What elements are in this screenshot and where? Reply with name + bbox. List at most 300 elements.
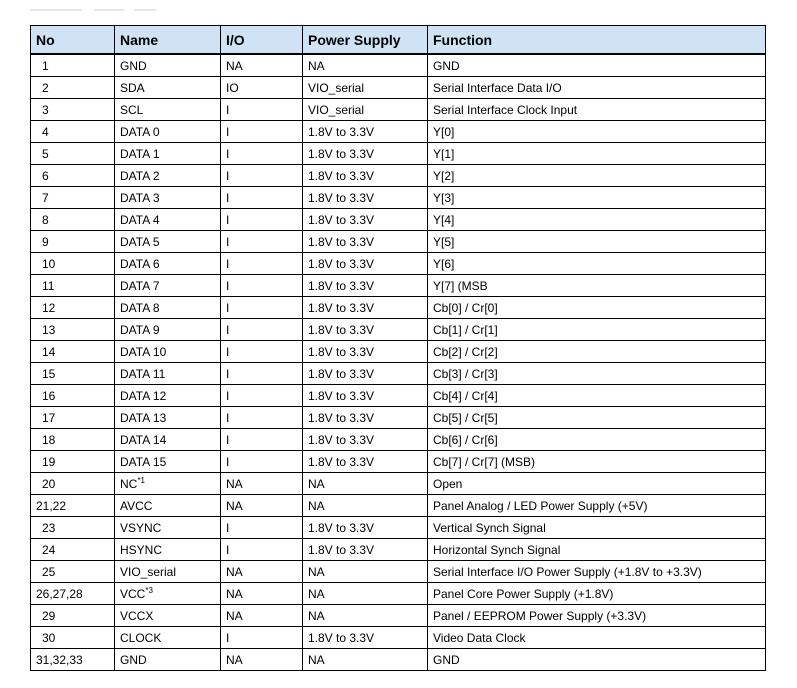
pin-power-cell xyxy=(303,363,428,385)
pin-io-cell-text: NA xyxy=(226,58,243,73)
pin-io-cell-text: NA xyxy=(226,476,243,491)
pin-io-cell xyxy=(221,451,303,473)
pin-number-cell xyxy=(31,253,115,275)
pin-function-cell xyxy=(428,627,766,649)
pin-name-cell-text: DATA 11 xyxy=(120,366,166,381)
pin-number-cell-text: 21,22 xyxy=(36,498,67,513)
table-row xyxy=(31,341,766,363)
pin-power-cell xyxy=(303,649,428,671)
pin-power-cell xyxy=(303,605,428,627)
pin-name-cell-text: DATA 0 xyxy=(120,124,160,139)
pin-io-cell-text: I xyxy=(226,410,230,425)
pin-power-cell xyxy=(303,297,428,319)
pin-name-cell xyxy=(115,561,221,583)
pin-name-cell xyxy=(115,187,221,209)
pin-number-cell-text: 9 xyxy=(42,234,49,249)
pin-power-cell-text: 1.8V to 3.3V xyxy=(308,366,375,381)
pin-power-cell-text: 1.8V to 3.3V xyxy=(308,234,375,249)
pin-power-cell xyxy=(303,561,428,583)
pin-function-cell-text: Cb[0] / Cr[0] xyxy=(433,300,498,315)
pin-io-cell-text: I xyxy=(226,234,230,249)
table-row xyxy=(31,385,766,407)
pin-function-cell-text: Y[2] xyxy=(433,168,455,183)
pin-io-cell xyxy=(221,275,303,297)
pin-io-cell-text: NA xyxy=(226,586,243,601)
pin-io-cell xyxy=(221,495,303,517)
pin-power-cell xyxy=(303,341,428,363)
pin-name-cell-text: DATA 10 xyxy=(120,344,167,359)
table-row xyxy=(31,627,766,649)
table-row xyxy=(31,121,766,143)
pin-io-cell-text: I xyxy=(226,124,230,139)
pin-name-cell-text: DATA 9 xyxy=(120,322,160,337)
pin-power-cell-text: NA xyxy=(308,608,325,623)
pin-function-cell-text: Y[3] xyxy=(433,190,455,205)
pin-io-cell-text: I xyxy=(226,256,230,271)
pin-name-cell-text: DATA 15 xyxy=(120,454,167,469)
top-decoration xyxy=(30,6,160,14)
pin-function-cell-text: Panel Core Power Supply (+1.8V) xyxy=(433,586,614,601)
pin-name-cell xyxy=(115,495,221,517)
pin-power-cell xyxy=(303,121,428,143)
pin-name-cell xyxy=(115,77,221,99)
pin-power-cell xyxy=(303,253,428,275)
pin-function-cell xyxy=(428,583,766,605)
pin-number-cell-text: 30 xyxy=(42,630,56,645)
pin-power-cell xyxy=(303,275,428,297)
pin-name-cell-text: VIO_serial xyxy=(120,564,177,579)
pin-name-cell xyxy=(115,319,221,341)
pin-name-cell xyxy=(115,627,221,649)
pin-io-cell xyxy=(221,143,303,165)
pin-power-cell-text: 1.8V to 3.3V xyxy=(308,410,375,425)
pin-io-cell xyxy=(221,605,303,627)
pin-power-cell-text: 1.8V to 3.3V xyxy=(308,432,375,447)
header-function: Function xyxy=(428,26,766,55)
pin-function-cell xyxy=(428,341,766,363)
pin-io-cell xyxy=(221,54,303,77)
pin-name-cell-text: DATA 2 xyxy=(120,168,160,183)
pin-function-cell xyxy=(428,54,766,77)
pin-function-cell-text: Cb[7] / Cr[7] (MSB) xyxy=(433,454,536,469)
pin-function-cell-text: Cb[6] / Cr[6] xyxy=(433,432,498,447)
pin-number-cell-text: 1 xyxy=(42,58,49,73)
pin-function-cell xyxy=(428,363,766,385)
pin-power-cell-text: NA xyxy=(308,498,325,513)
pin-number-cell xyxy=(31,517,115,539)
pin-power-cell xyxy=(303,385,428,407)
pin-name-cell xyxy=(115,99,221,121)
pin-io-cell xyxy=(221,407,303,429)
pin-power-cell-text: NA xyxy=(308,652,325,667)
pin-function-cell-text: Cb[5] / Cr[5] xyxy=(433,410,498,425)
pin-number-cell-text: 25 xyxy=(42,564,56,579)
pin-function-cell-text: Y[0] xyxy=(433,124,455,139)
table-row xyxy=(31,473,766,495)
pin-power-cell-text: 1.8V to 3.3V xyxy=(308,212,375,227)
pin-function-cell xyxy=(428,407,766,429)
pin-name-cell-text: CLOCK xyxy=(120,630,162,645)
pin-power-cell-text: NA xyxy=(308,586,325,601)
pin-io-cell xyxy=(221,121,303,143)
pin-name-cell-text: AVCC xyxy=(120,498,153,513)
pin-number-cell xyxy=(31,121,115,143)
pin-number-cell xyxy=(31,99,115,121)
pin-power-cell-text: NA xyxy=(308,564,325,579)
pin-name-cell xyxy=(115,473,221,495)
pin-name-cell xyxy=(115,605,221,627)
table-row xyxy=(31,209,766,231)
pin-name-cell xyxy=(115,54,221,77)
pin-name-cell xyxy=(115,539,221,561)
pin-name-cell-text: VCCX xyxy=(120,608,154,623)
pin-power-cell xyxy=(303,627,428,649)
pin-name-cell-text: DATA 6 xyxy=(120,256,160,271)
pin-io-cell-text: I xyxy=(226,322,230,337)
pin-function-cell-text: GND xyxy=(433,652,460,667)
pin-function-cell xyxy=(428,517,766,539)
pin-function-cell-text: Open xyxy=(433,476,463,491)
pin-name-cell-text: SCL xyxy=(120,102,144,117)
pin-power-cell xyxy=(303,517,428,539)
pin-number-cell-text: 24 xyxy=(42,542,56,557)
pin-name-cell xyxy=(115,231,221,253)
header-io: I/O xyxy=(221,26,303,55)
pin-function-cell xyxy=(428,253,766,275)
pin-function-cell-text: Cb[1] / Cr[1] xyxy=(433,322,498,337)
pin-function-cell-text: GND xyxy=(433,58,460,73)
pin-name-cell-text: DATA 12 xyxy=(120,388,167,403)
pin-function-cell xyxy=(428,187,766,209)
pin-power-cell xyxy=(303,583,428,605)
pin-io-cell-text: I xyxy=(226,366,230,381)
table-row xyxy=(31,165,766,187)
pin-io-cell-text: I xyxy=(226,630,230,645)
pin-io-cell-text: I xyxy=(226,278,230,293)
pin-io-cell xyxy=(221,319,303,341)
pin-power-cell xyxy=(303,231,428,253)
pin-name-cell-text: DATA 14 xyxy=(120,432,167,447)
pin-function-cell xyxy=(428,429,766,451)
pin-function-cell-text: Vertical Synch Signal xyxy=(433,520,546,535)
header-name: Name xyxy=(115,26,221,55)
pin-name-cell xyxy=(115,517,221,539)
pin-name-cell xyxy=(115,297,221,319)
pin-function-cell xyxy=(428,297,766,319)
pin-name-cell-text: DATA 7 xyxy=(120,278,160,293)
table-row xyxy=(31,517,766,539)
pin-function-cell-text: Serial Interface I/O Power Supply (+1.8V to +3.3V) xyxy=(433,564,702,579)
footnote-marker: *1 xyxy=(137,475,145,485)
table-row xyxy=(31,297,766,319)
pin-power-cell xyxy=(303,143,428,165)
pin-number-cell xyxy=(31,561,115,583)
pin-power-cell-text: 1.8V to 3.3V xyxy=(308,542,375,557)
pin-number-cell-text: 19 xyxy=(42,454,56,469)
pin-number-cell-text: 29 xyxy=(42,608,56,623)
pin-io-cell-text: I xyxy=(226,542,230,557)
pin-io-cell-text: NA xyxy=(226,564,243,579)
table-row xyxy=(31,407,766,429)
pin-function-cell-text: Y[7] (MSB xyxy=(433,278,488,293)
pin-power-cell-text: 1.8V to 3.3V xyxy=(308,454,375,469)
pin-function-cell-text: Panel Analog / LED Power Supply (+5V) xyxy=(433,498,648,513)
pin-function-cell xyxy=(428,231,766,253)
pin-io-cell xyxy=(221,341,303,363)
pin-function-cell xyxy=(428,605,766,627)
table-row xyxy=(31,319,766,341)
pin-power-cell xyxy=(303,473,428,495)
pin-function-cell-text: Y[4] xyxy=(433,212,455,227)
pin-name-cell-text: GND xyxy=(120,58,147,73)
pin-function-cell xyxy=(428,99,766,121)
pin-power-cell-text: 1.8V to 3.3V xyxy=(308,256,375,271)
pin-power-cell xyxy=(303,187,428,209)
pin-name-cell-text: NC xyxy=(120,476,138,491)
pin-io-cell-text: NA xyxy=(226,652,243,667)
pin-io-cell xyxy=(221,297,303,319)
pin-number-cell-text: 5 xyxy=(42,146,49,161)
pin-power-cell-text: 1.8V to 3.3V xyxy=(308,146,375,161)
pin-function-cell xyxy=(428,143,766,165)
pin-name-cell xyxy=(115,583,221,605)
pin-name-cell-text: DATA 1 xyxy=(120,146,160,161)
pin-function-cell xyxy=(428,165,766,187)
pin-number-cell-text: 10 xyxy=(42,256,56,271)
pin-function-cell xyxy=(428,319,766,341)
pin-function-cell-text: Serial Interface Data I/O xyxy=(433,80,562,95)
pin-number-cell xyxy=(31,407,115,429)
pin-name-cell xyxy=(115,275,221,297)
pin-power-cell-text: 1.8V to 3.3V xyxy=(308,344,375,359)
pin-io-cell-text: I xyxy=(226,454,230,469)
pin-function-cell-text: Cb[2] / Cr[2] xyxy=(433,344,498,359)
pin-number-cell xyxy=(31,539,115,561)
pin-number-cell xyxy=(31,385,115,407)
pin-io-cell xyxy=(221,99,303,121)
pin-power-cell xyxy=(303,99,428,121)
pin-number-cell-text: 7 xyxy=(42,190,49,205)
pin-number-cell xyxy=(31,275,115,297)
pin-name-cell xyxy=(115,385,221,407)
pin-power-cell-text: 1.8V to 3.3V xyxy=(308,388,375,403)
table-row xyxy=(31,253,766,275)
pin-power-cell xyxy=(303,429,428,451)
pin-name-cell xyxy=(115,253,221,275)
pin-number-cell-text: 14 xyxy=(42,344,56,359)
pin-name-cell-text: DATA 4 xyxy=(120,212,160,227)
pin-function-cell-text: Horizontal Synch Signal xyxy=(433,542,561,557)
pin-name-cell-text: DATA 5 xyxy=(120,234,160,249)
pin-number-cell-text: 11 xyxy=(42,278,55,293)
pin-number-cell xyxy=(31,495,115,517)
pin-io-cell-text: I xyxy=(226,168,230,183)
pin-io-cell-text: I xyxy=(226,300,230,315)
pin-power-cell-text: VIO_serial xyxy=(308,102,365,117)
pin-io-cell-text: I xyxy=(226,520,230,535)
pin-number-cell-text: 31,32,33 xyxy=(36,652,83,667)
table-row xyxy=(31,561,766,583)
pin-function-cell-text: Y[6] xyxy=(433,256,455,271)
pin-io-cell xyxy=(221,231,303,253)
pin-number-cell-text: 17 xyxy=(42,410,56,425)
pin-function-cell-text: Cb[4] / Cr[4] xyxy=(433,388,498,403)
pin-io-cell xyxy=(221,517,303,539)
pin-number-cell-text: 15 xyxy=(42,366,56,381)
pin-name-cell xyxy=(115,341,221,363)
table-row xyxy=(31,649,766,671)
pin-name-cell xyxy=(115,407,221,429)
pin-name-cell-text: HSYNC xyxy=(120,542,163,557)
pin-name-cell xyxy=(115,363,221,385)
pin-function-cell-text: Video Data Clock xyxy=(433,630,526,645)
pin-name-cell-text: DATA 3 xyxy=(120,190,160,205)
pin-assignment-table xyxy=(30,25,766,671)
pin-number-cell xyxy=(31,231,115,253)
pin-power-cell xyxy=(303,77,428,99)
pin-name-cell-text: VCC xyxy=(120,586,146,601)
pin-io-cell-text: I xyxy=(226,432,230,447)
pin-name-cell xyxy=(115,649,221,671)
pin-io-cell-text: I xyxy=(226,146,230,161)
pin-name-cell-text: GND xyxy=(120,652,147,667)
table-row xyxy=(31,54,766,77)
pin-power-cell-text: VIO_serial xyxy=(308,80,365,95)
pin-power-cell xyxy=(303,165,428,187)
pin-number-cell xyxy=(31,429,115,451)
pin-function-cell-text: Y[1] xyxy=(433,146,455,161)
pin-function-cell xyxy=(428,473,766,495)
pin-power-cell-text: NA xyxy=(308,476,325,491)
pin-io-cell-text: IO xyxy=(226,80,239,95)
pin-power-cell xyxy=(303,495,428,517)
pin-power-cell-text: 1.8V to 3.3V xyxy=(308,278,375,293)
pin-number-cell xyxy=(31,341,115,363)
pin-function-cell xyxy=(428,451,766,473)
header-row xyxy=(31,26,766,55)
pin-io-cell xyxy=(221,649,303,671)
pin-number-cell xyxy=(31,627,115,649)
pin-number-cell xyxy=(31,451,115,473)
pin-name-cell xyxy=(115,429,221,451)
pin-io-cell xyxy=(221,583,303,605)
pin-number-cell-text: 3 xyxy=(42,102,49,117)
table-row xyxy=(31,99,766,121)
pin-number-cell xyxy=(31,143,115,165)
pin-number-cell xyxy=(31,363,115,385)
pin-number-cell-text: 12 xyxy=(42,300,56,315)
pin-name-cell xyxy=(115,143,221,165)
table-row xyxy=(31,231,766,253)
pin-number-cell-text: 16 xyxy=(42,388,56,403)
pin-io-cell xyxy=(221,209,303,231)
pin-number-cell-text: 8 xyxy=(42,212,49,227)
pin-io-cell xyxy=(221,187,303,209)
pin-function-cell xyxy=(428,275,766,297)
pin-number-cell xyxy=(31,54,115,77)
footnote-marker: *3 xyxy=(145,585,153,595)
pin-function-cell xyxy=(428,209,766,231)
pin-number-cell-text: 20 xyxy=(42,476,56,491)
pin-number-cell xyxy=(31,209,115,231)
pin-power-cell-text: 1.8V to 3.3V xyxy=(308,630,375,645)
pin-number-cell xyxy=(31,473,115,495)
pin-power-cell xyxy=(303,407,428,429)
pin-function-cell-text: Cb[3] / Cr[3] xyxy=(433,366,498,381)
pin-name-cell xyxy=(115,451,221,473)
pin-number-cell xyxy=(31,77,115,99)
pin-number-cell xyxy=(31,649,115,671)
pin-name-cell-text: VSYNC xyxy=(120,520,162,535)
pin-function-cell-text: Serial Interface Clock Input xyxy=(433,102,578,117)
pin-io-cell xyxy=(221,77,303,99)
pin-io-cell-text: NA xyxy=(226,608,243,623)
pin-io-cell xyxy=(221,473,303,495)
pin-number-cell xyxy=(31,605,115,627)
pin-number-cell-text: 6 xyxy=(42,168,49,183)
pin-power-cell xyxy=(303,451,428,473)
header-no: No xyxy=(31,26,115,55)
pin-function-cell-text: Y[5] xyxy=(433,234,455,249)
pin-power-cell xyxy=(303,54,428,77)
pin-power-cell xyxy=(303,209,428,231)
pin-io-cell-text: I xyxy=(226,344,230,359)
pin-number-cell-text: 18 xyxy=(42,432,56,447)
table-row xyxy=(31,583,766,605)
table-row xyxy=(31,363,766,385)
table-row xyxy=(31,143,766,165)
table-row xyxy=(31,495,766,517)
pin-name-cell-text: DATA 8 xyxy=(120,300,160,315)
pin-name-cell-text: SDA xyxy=(120,80,145,95)
table-row xyxy=(31,187,766,209)
pin-io-cell xyxy=(221,165,303,187)
table-row xyxy=(31,539,766,561)
pin-number-cell-text: 26,27,28 xyxy=(36,586,83,601)
pin-io-cell xyxy=(221,385,303,407)
pin-io-cell xyxy=(221,363,303,385)
pin-function-cell xyxy=(428,495,766,517)
pin-number-cell xyxy=(31,583,115,605)
pin-function-cell-text: Panel / EEPROM Power Supply (+3.3V) xyxy=(433,608,647,623)
pin-number-cell-text: 23 xyxy=(42,520,56,535)
table-row xyxy=(31,451,766,473)
pin-function-cell xyxy=(428,561,766,583)
pin-name-cell-text: DATA 13 xyxy=(120,410,167,425)
pin-io-cell-text: NA xyxy=(226,498,243,513)
pin-number-cell-text: 13 xyxy=(42,322,56,337)
pin-power-cell-text: 1.8V to 3.3V xyxy=(308,520,375,535)
pin-power-cell-text: 1.8V to 3.3V xyxy=(308,168,375,183)
pin-function-cell xyxy=(428,649,766,671)
pin-power-cell-text: 1.8V to 3.3V xyxy=(308,300,375,315)
pin-function-cell xyxy=(428,385,766,407)
pin-function-cell xyxy=(428,121,766,143)
pin-io-cell-text: I xyxy=(226,388,230,403)
table-row xyxy=(31,77,766,99)
table-row xyxy=(31,429,766,451)
pin-number-cell xyxy=(31,297,115,319)
pin-power-cell-text: 1.8V to 3.3V xyxy=(308,190,375,205)
pin-function-cell xyxy=(428,539,766,561)
pin-number-cell xyxy=(31,319,115,341)
pin-name-cell xyxy=(115,209,221,231)
pin-power-cell xyxy=(303,319,428,341)
pin-io-cell xyxy=(221,627,303,649)
pin-number-cell-text: 4 xyxy=(42,124,49,139)
header-power-supply: Power Supply xyxy=(303,26,428,55)
pin-number-cell xyxy=(31,165,115,187)
